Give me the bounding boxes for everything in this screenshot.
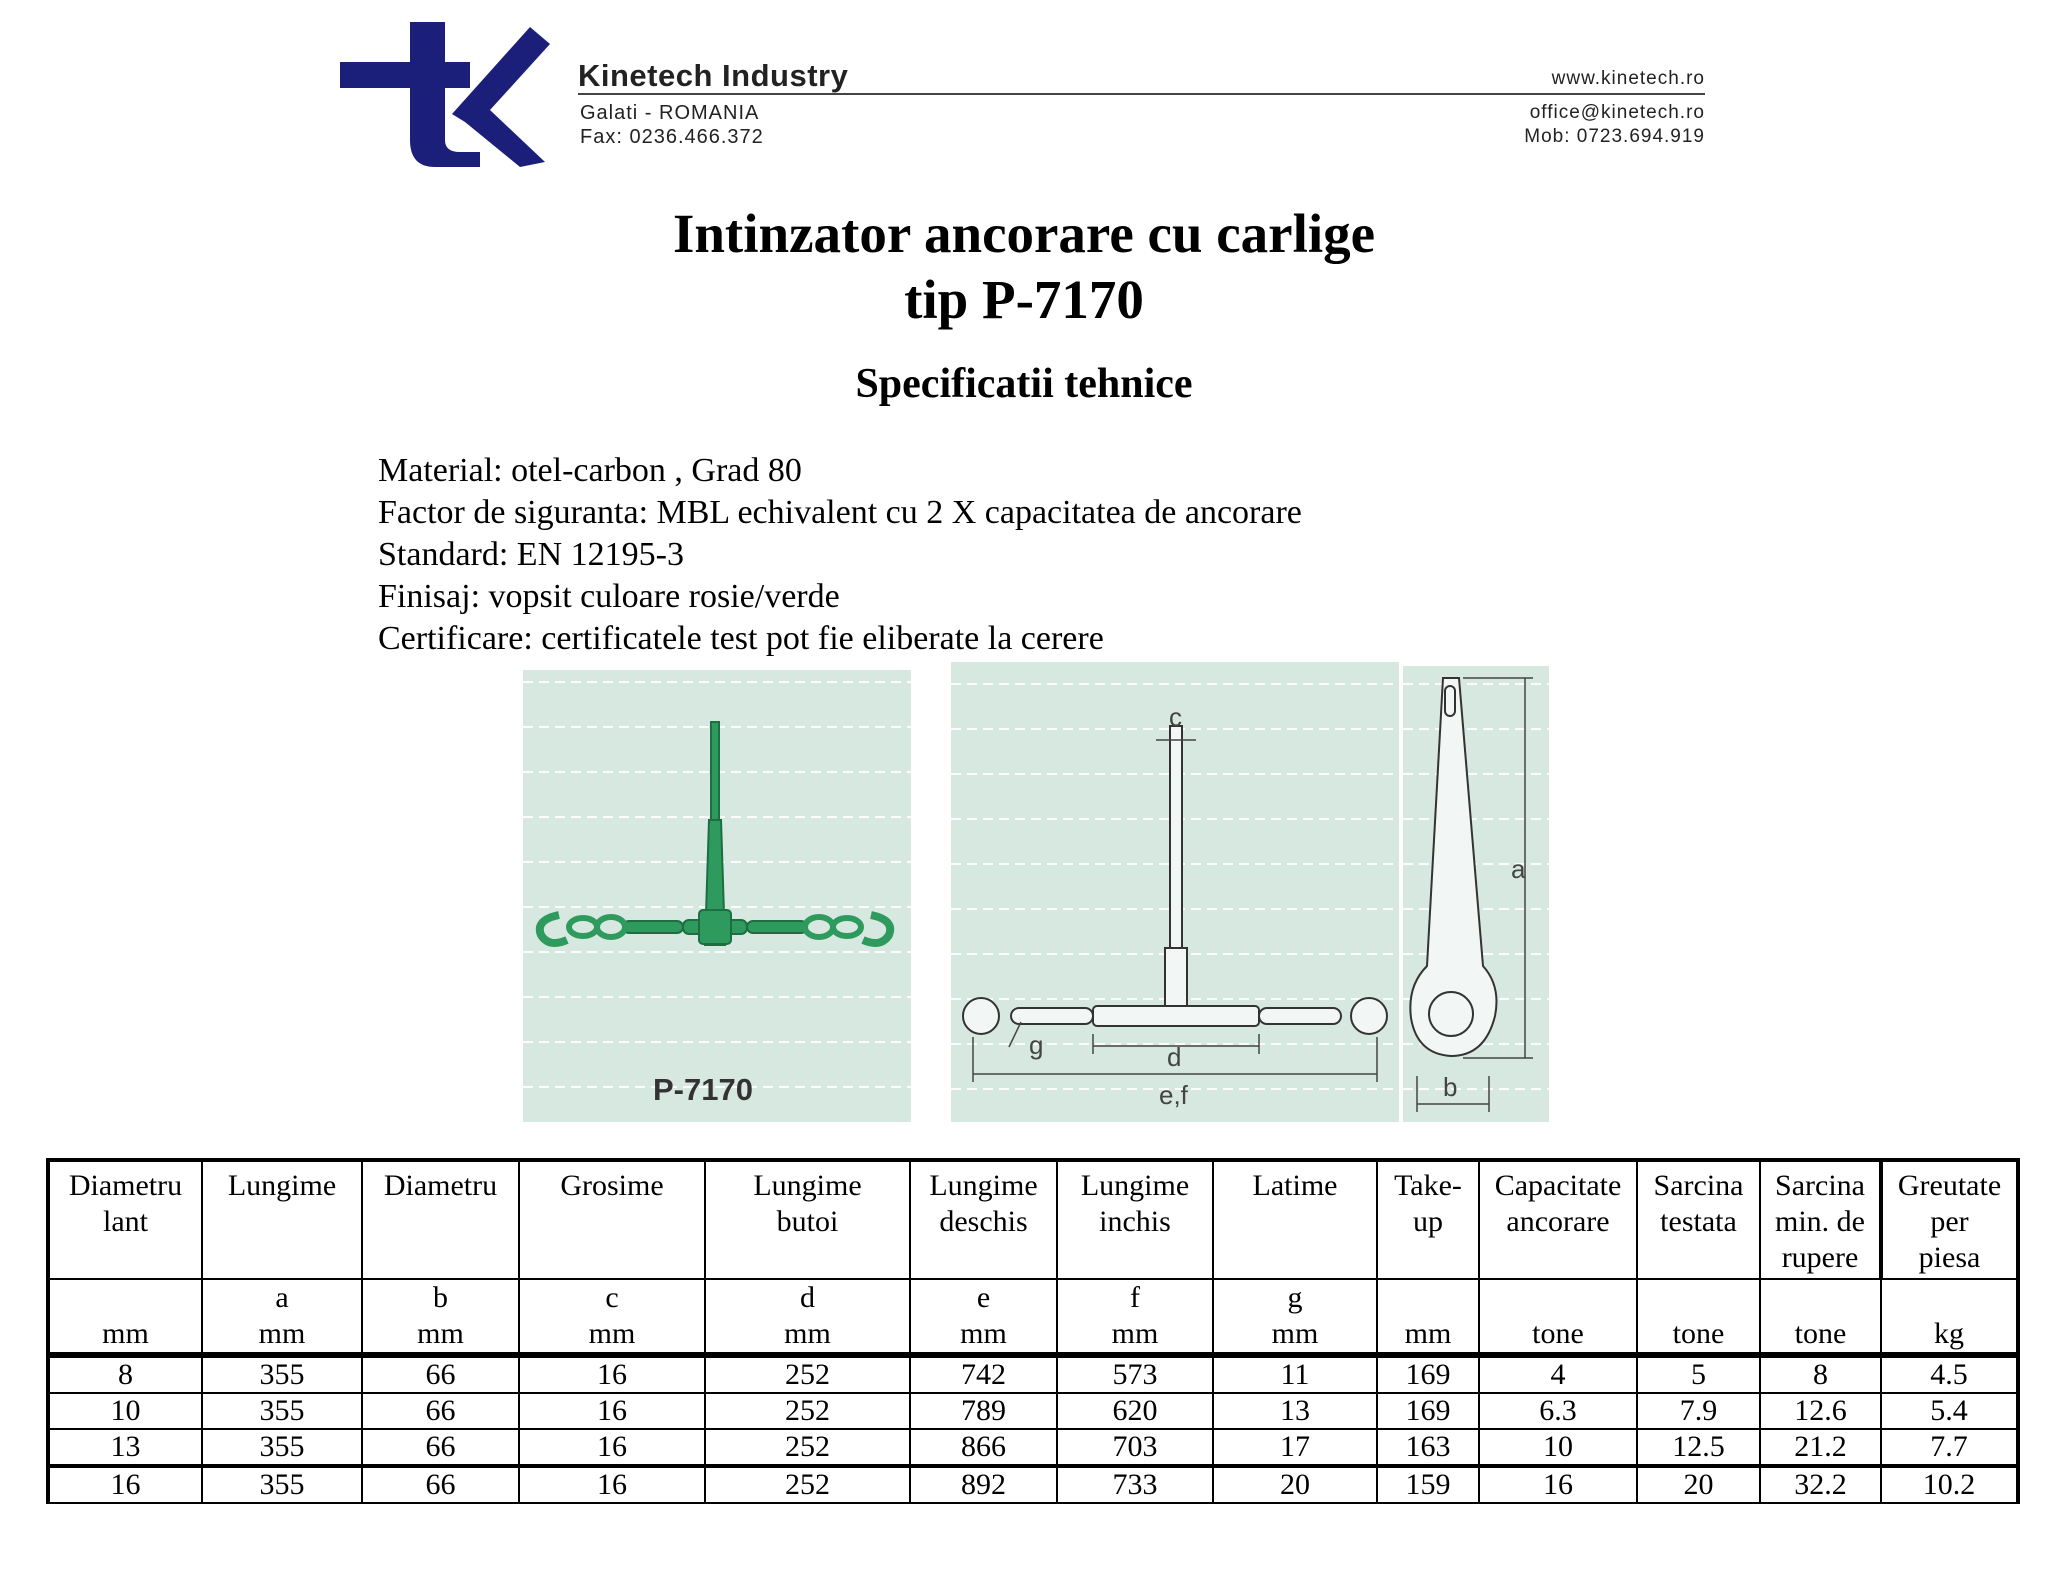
company-fax: Fax: 0236.466.372 — [580, 126, 764, 148]
column-header-line: Diametru — [383, 1169, 498, 1202]
dimension-symbol: b — [433, 1281, 448, 1314]
column-header — [202, 1160, 362, 1279]
column-header — [519, 1160, 705, 1279]
column-header-line: Lungime — [753, 1169, 862, 1202]
unit-label: mm — [417, 1317, 464, 1350]
table-cell: 16 — [48, 1466, 202, 1503]
dim-label-a: a — [1511, 854, 1526, 884]
table-cell: 355 — [202, 1393, 362, 1429]
table-cell: 66 — [362, 1466, 519, 1503]
table-units-row — [48, 1279, 2018, 1355]
dimension-symbol: d — [800, 1281, 815, 1314]
table-row — [48, 1466, 2018, 1503]
table-cell: 7.7 — [1881, 1429, 2018, 1466]
table-cell: 11 — [1213, 1355, 1377, 1393]
column-header-line: Sarcina — [1775, 1169, 1865, 1202]
dimension-symbol: f — [1130, 1281, 1140, 1314]
table-cell: 620 — [1057, 1393, 1213, 1429]
table-cell: 20 — [1637, 1466, 1760, 1503]
table-cell: 12.5 — [1637, 1429, 1760, 1466]
company-logo — [340, 22, 550, 167]
table-cell: 17 — [1213, 1429, 1377, 1466]
table-cell: 6.3 — [1479, 1393, 1637, 1429]
ratchet-binder-illustration — [540, 722, 890, 945]
company-mobile: Mob: 0723.694.919 — [1524, 126, 1705, 147]
column-header-line: inchis — [1099, 1205, 1171, 1238]
column-header — [1479, 1160, 1637, 1279]
dim-label-d: d — [1167, 1042, 1182, 1072]
dim-label-ef: e,f — [1159, 1080, 1188, 1110]
dimension-symbol: e — [976, 1281, 991, 1314]
table-cell: 10 — [48, 1393, 202, 1429]
table-cell: 10.2 — [1881, 1466, 2018, 1503]
table-cell: 4.5 — [1881, 1355, 2018, 1393]
table-cell: 13 — [48, 1429, 202, 1466]
table-cell: 252 — [705, 1393, 910, 1429]
table-cell: 13 — [1213, 1393, 1377, 1429]
unit-label: mm — [258, 1317, 306, 1350]
table-cell: 32.2 — [1760, 1466, 1881, 1503]
column-header-line: lant — [103, 1205, 148, 1238]
dim-label-b: b — [1443, 1072, 1458, 1102]
dimension-symbol: a — [275, 1281, 289, 1314]
table-cell: 16 — [519, 1393, 705, 1429]
column-header — [1760, 1160, 1881, 1279]
column-header-line: up — [1413, 1205, 1443, 1238]
column-header-line: Take- — [1394, 1169, 1462, 1202]
unit-cell — [705, 1279, 910, 1355]
column-header-line: testata — [1660, 1205, 1737, 1238]
table-cell: 10 — [1479, 1429, 1637, 1466]
dimension-drawing-lever — [1403, 666, 1549, 1122]
unit-label: mm — [1404, 1317, 1452, 1350]
unit-cell — [519, 1279, 705, 1355]
column-header — [362, 1160, 519, 1279]
table-cell: 163 — [1377, 1429, 1479, 1466]
column-header-line: Grosime — [560, 1169, 664, 1202]
unit-cell — [1213, 1279, 1377, 1355]
unit-label: tone — [1672, 1317, 1725, 1350]
column-header-line: Greutate — [1897, 1169, 2002, 1202]
table-row — [48, 1355, 2018, 1393]
column-header-line: Lungime — [929, 1169, 1038, 1202]
unit-cell — [1479, 1279, 1637, 1355]
table-row — [48, 1393, 2018, 1429]
page-title: Intinzator ancorare cu carlige — [672, 203, 1376, 264]
table-cell: 66 — [362, 1355, 519, 1393]
unit-cell — [362, 1279, 519, 1355]
table-cell: 355 — [202, 1355, 362, 1393]
spec-safety-factor: Factor de siguranta: MBL echivalent cu 2 X capacitatea de ancorare — [378, 494, 1302, 531]
dimension-symbol: g — [1287, 1281, 1303, 1314]
company-website: www.kinetech.ro — [1551, 68, 1705, 89]
table-cell: 66 — [362, 1429, 519, 1466]
unit-label: tone — [1794, 1317, 1847, 1350]
company-city: Galati - ROMANIA — [580, 102, 760, 124]
table-cell: 16 — [1479, 1466, 1637, 1503]
table-cell: 169 — [1377, 1393, 1479, 1429]
table-cell: 355 — [202, 1466, 362, 1503]
table-cell: 252 — [705, 1429, 910, 1466]
column-header — [1213, 1160, 1377, 1279]
table-cell: 8 — [1760, 1355, 1881, 1393]
unit-label: mm — [1271, 1317, 1319, 1350]
table-cell: 573 — [1057, 1355, 1213, 1393]
company-email: office@kinetech.ro — [1529, 102, 1705, 123]
table-cell: 733 — [1057, 1466, 1213, 1503]
unit-label: kg — [1934, 1317, 1964, 1350]
table-cell: 169 — [1377, 1355, 1479, 1393]
table-cell: 12.6 — [1760, 1393, 1881, 1429]
unit-label: mm — [1111, 1317, 1159, 1350]
table-cell: 703 — [1057, 1429, 1213, 1466]
table-cell: 159 — [1377, 1466, 1479, 1503]
column-header — [1057, 1160, 1213, 1279]
spec-table — [46, 1158, 2020, 1504]
spec-standard: Standard: EN 12195-3 — [378, 536, 684, 573]
column-header-line: butoi — [776, 1205, 839, 1238]
unit-label: mm — [960, 1317, 1007, 1350]
table-row — [48, 1429, 2018, 1466]
column-header — [1881, 1160, 2018, 1279]
table-cell: 16 — [519, 1355, 705, 1393]
column-header — [705, 1160, 910, 1279]
unit-cell — [1377, 1279, 1479, 1355]
table-cell: 8 — [48, 1355, 202, 1393]
table-cell: 21.2 — [1760, 1429, 1881, 1466]
unit-cell — [1760, 1279, 1881, 1355]
table-cell: 5.4 — [1881, 1393, 2018, 1429]
unit-cell — [202, 1279, 362, 1355]
dim-label-g: g — [1029, 1030, 1044, 1060]
unit-cell — [48, 1279, 202, 1355]
company-name: Kinetech Industry — [578, 58, 849, 93]
dim-label-c: c — [1169, 702, 1182, 732]
spec-certification: Certificare: certificatele test pot fie eliberate la cerere — [378, 620, 1104, 657]
column-header-line: Latime — [1252, 1169, 1338, 1202]
page-title-model: tip P-7170 — [904, 269, 1144, 330]
unit-cell — [1881, 1279, 2018, 1355]
table-cell: 742 — [910, 1355, 1057, 1393]
column-header-line: piesa — [1918, 1241, 1981, 1274]
column-header — [910, 1160, 1057, 1279]
table-cell: 789 — [910, 1393, 1057, 1429]
unit-cell — [910, 1279, 1057, 1355]
table-cell: 252 — [705, 1355, 910, 1393]
spec-list — [378, 450, 1302, 660]
table-cell: 892 — [910, 1466, 1057, 1503]
spec-material: Material: otel-carbon , Grad 80 — [378, 452, 802, 489]
section-title: Specificatii tehnice — [855, 361, 1193, 407]
unit-label: mm — [102, 1317, 149, 1350]
column-header-line: Diametru — [68, 1169, 183, 1202]
table-cell: 252 — [705, 1466, 910, 1503]
table-header-row — [48, 1160, 2018, 1279]
column-header-line: rupere — [1781, 1241, 1859, 1274]
unit-label: mm — [588, 1317, 636, 1350]
column-header-line: Lungime — [227, 1169, 337, 1202]
unit-cell — [1637, 1279, 1760, 1355]
table-cell: 66 — [362, 1393, 519, 1429]
column-header — [1377, 1160, 1479, 1279]
table-cell: 16 — [519, 1466, 705, 1503]
dimension-drawing-front — [951, 662, 1399, 1122]
column-header — [48, 1160, 202, 1279]
product-label: P-7170 — [653, 1072, 753, 1107]
table-cell: 866 — [910, 1429, 1057, 1466]
column-header-line: min. de — [1775, 1205, 1865, 1238]
table-cell: 20 — [1213, 1466, 1377, 1503]
column-header-line: Sarcina — [1653, 1169, 1744, 1202]
unit-label: mm — [784, 1317, 831, 1350]
table-cell: 5 — [1637, 1355, 1760, 1393]
table-cell: 4 — [1479, 1355, 1637, 1393]
column-header-line: per — [1930, 1205, 1969, 1238]
column-header-line: Capacitate — [1494, 1169, 1622, 1202]
column-header — [1637, 1160, 1760, 1279]
table-cell: 355 — [202, 1429, 362, 1466]
column-header-line: deschis — [939, 1205, 1028, 1238]
column-header-line: ancorare — [1506, 1205, 1610, 1238]
unit-cell — [1057, 1279, 1213, 1355]
product-photo — [523, 670, 911, 1122]
dimension-symbol: c — [605, 1281, 619, 1314]
spec-finish: Finisaj: vopsit culoare rosie/verde — [378, 578, 840, 615]
table-cell: 7.9 — [1637, 1393, 1760, 1429]
unit-label: tone — [1532, 1317, 1584, 1350]
table-cell: 16 — [519, 1429, 705, 1466]
column-header-line: Lungime — [1080, 1169, 1190, 1202]
